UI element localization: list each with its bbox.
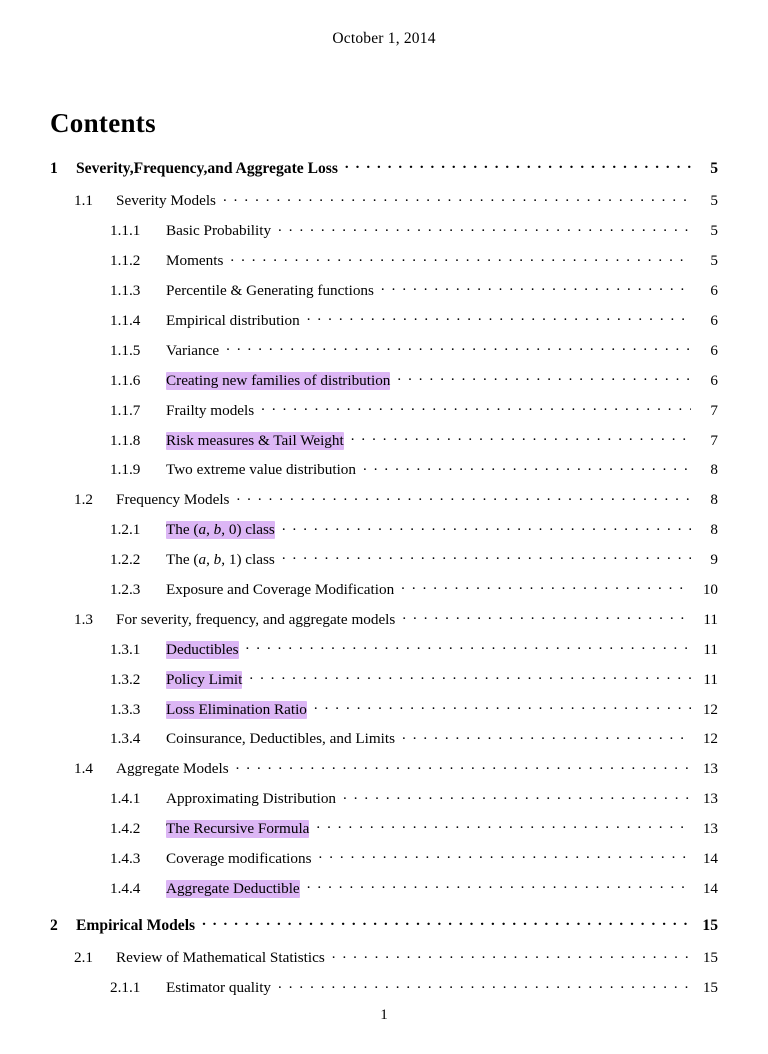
toc-entry-label[interactable]: Frailty models bbox=[166, 401, 255, 419]
toc-entry-label[interactable]: Coinsurance, Deductibles, and Limits bbox=[166, 730, 396, 748]
toc-entry-number: 1.3.2 bbox=[110, 670, 141, 688]
toc-entry-1-4-1[interactable] bbox=[50, 788, 718, 808]
toc-entry-label[interactable]: Moments bbox=[166, 252, 224, 270]
toc-entry-2[interactable] bbox=[50, 914, 718, 935]
toc-entry-label[interactable]: Empirical Models bbox=[76, 916, 196, 934]
toc-entry-number: 1.1.6 bbox=[110, 371, 141, 389]
toc-entry-1-2[interactable] bbox=[50, 489, 718, 509]
toc-entry-page: 11 bbox=[703, 610, 718, 628]
toc-entry-number: 1.1.3 bbox=[110, 282, 141, 300]
document-date: October 1, 2014 bbox=[332, 30, 436, 47]
toc-entry-page: 5 bbox=[710, 252, 718, 270]
toc-entry-1[interactable] bbox=[50, 157, 718, 178]
toc-entry-number: 1.1.8 bbox=[110, 431, 141, 449]
toc-entry-1-4-2[interactable] bbox=[50, 818, 718, 838]
toc-leader-dots bbox=[249, 668, 691, 683]
toc-entry-label[interactable]: Severity Models bbox=[116, 192, 216, 210]
toc-entry-label[interactable]: Review of Mathematical Statistics bbox=[116, 949, 325, 967]
toc-entry-1-1-2[interactable] bbox=[50, 250, 718, 270]
toc-entry-label[interactable]: For severity, frequency, and aggregate models bbox=[116, 610, 396, 628]
toc-entry-1-3-1[interactable] bbox=[50, 639, 718, 659]
toc-entry-page: 5 bbox=[710, 222, 718, 240]
toc-entry-1-1-7[interactable] bbox=[50, 399, 718, 419]
toc-leader-dots bbox=[397, 370, 691, 385]
toc-entry-label[interactable]: Estimator quality bbox=[166, 979, 272, 997]
toc-entry-number: 1.1.9 bbox=[110, 461, 141, 479]
toc-entry-number: 1 bbox=[50, 159, 58, 177]
toc-entry-1-4-4[interactable] bbox=[50, 878, 718, 898]
toc-entry-number: 1.2.2 bbox=[110, 551, 141, 569]
toc-entry-1-3-2[interactable] bbox=[50, 668, 718, 688]
toc-entry-page: 13 bbox=[702, 790, 718, 808]
toc-leader-dots bbox=[401, 579, 691, 594]
toc-entry-page: 6 bbox=[710, 282, 718, 300]
toc-entry-page: 15 bbox=[702, 949, 718, 967]
toc-entry-page: 7 bbox=[710, 401, 718, 419]
toc-entry-page: 8 bbox=[710, 491, 718, 509]
toc-leader-dots bbox=[261, 399, 691, 414]
toc-entry-label[interactable]: Approximating Distribution bbox=[166, 790, 337, 808]
toc-leader-dots bbox=[278, 977, 691, 992]
toc-leader-dots bbox=[223, 190, 691, 205]
toc-entry-page: 6 bbox=[710, 371, 718, 389]
toc-leader-dots bbox=[307, 878, 691, 893]
toc-entry-number: 1.1.7 bbox=[110, 401, 141, 419]
toc-entry-number: 1.1.4 bbox=[110, 311, 141, 329]
toc-leader-dots bbox=[381, 280, 691, 295]
toc-entry-1-2-1[interactable] bbox=[50, 519, 718, 539]
toc-leader-dots bbox=[345, 157, 691, 173]
toc-entry-1-1-5[interactable] bbox=[50, 340, 718, 360]
toc-entry-number: 1.3 bbox=[74, 610, 93, 628]
toc-entry-1-1-8[interactable] bbox=[50, 429, 718, 449]
toc-entry-label[interactable]: Creating new families of distribution bbox=[166, 371, 391, 389]
toc-entry-label[interactable]: Risk measures & Tail Weight bbox=[166, 431, 344, 449]
toc-entry-label[interactable]: Coverage modifications bbox=[166, 849, 312, 867]
toc-entry-1-1-4[interactable] bbox=[50, 310, 718, 330]
toc-leader-dots bbox=[316, 818, 691, 833]
toc-entry-number: 1.1.1 bbox=[110, 222, 141, 240]
toc-entry-page: 10 bbox=[702, 580, 718, 598]
page-title: Contents bbox=[50, 108, 156, 138]
toc-entry-page: 14 bbox=[702, 849, 718, 867]
toc-entry-page: 11 bbox=[703, 640, 718, 658]
toc-entry-number: 2 bbox=[50, 916, 58, 934]
footer-page-number: 1 bbox=[380, 1007, 388, 1023]
toc-entry-page: 13 bbox=[702, 760, 718, 778]
toc-leader-dots bbox=[246, 639, 691, 654]
toc-entry-number: 1.4.1 bbox=[110, 790, 141, 808]
toc-entry-label[interactable]: Policy Limit bbox=[166, 670, 243, 688]
toc-entry-1-1-3[interactable] bbox=[50, 280, 718, 300]
toc-entry-page: 9 bbox=[710, 551, 718, 569]
toc-entry-label[interactable]: Percentile & Generating functions bbox=[166, 282, 374, 300]
toc-entry-page: 8 bbox=[710, 461, 718, 479]
toc-entry-1-4[interactable] bbox=[50, 758, 718, 778]
toc-entry-label[interactable]: The Recursive Formula bbox=[166, 820, 310, 838]
toc-entry-number: 1.1.2 bbox=[110, 252, 141, 270]
toc-entry-number: 1.4 bbox=[74, 760, 93, 778]
toc-entry-page: 12 bbox=[702, 700, 718, 718]
toc-entry-label[interactable]: Loss Elimination Ratio bbox=[166, 700, 307, 718]
toc-leader-dots bbox=[402, 609, 691, 624]
toc-entry-1-3[interactable] bbox=[50, 609, 718, 629]
toc-entry-page: 7 bbox=[710, 431, 718, 449]
toc-entry-label[interactable]: Severity,Frequency,and Aggregate Loss bbox=[76, 159, 338, 177]
toc-entry-number: 1.3.1 bbox=[110, 640, 141, 658]
toc-entry-number: 1.3.4 bbox=[110, 730, 141, 748]
toc-entry-number: 2.1.1 bbox=[110, 979, 141, 997]
toc-entry-page: 8 bbox=[710, 521, 718, 539]
toc-entry-page: 13 bbox=[702, 820, 718, 838]
toc-leader-dots bbox=[236, 489, 691, 504]
toc-entry-label[interactable]: The (a, b, 0) class bbox=[166, 521, 275, 539]
toc-entry-label[interactable]: Aggregate Deductible bbox=[166, 879, 300, 897]
toc-entry-page: 6 bbox=[710, 341, 718, 359]
toc-entry-1-1-6[interactable] bbox=[50, 370, 718, 390]
toc-leader-dots bbox=[363, 459, 691, 474]
toc-entry-number: 1.4.3 bbox=[110, 849, 141, 867]
toc-leader-dots bbox=[282, 549, 691, 564]
toc-entry-page: 15 bbox=[702, 916, 718, 934]
toc-entry-number: 1.1.5 bbox=[110, 341, 141, 359]
toc-entry-number: 1.2.1 bbox=[110, 521, 141, 539]
document-page bbox=[0, 30, 768, 1054]
toc-entry-page: 14 bbox=[702, 879, 718, 897]
toc-entry-label[interactable]: Variance bbox=[166, 341, 220, 359]
toc-entry-label[interactable]: Empirical distribution bbox=[166, 311, 300, 329]
toc-entry-label[interactable]: Deductibles bbox=[166, 640, 239, 658]
toc-leader-dots bbox=[307, 310, 691, 325]
toc-leader-dots bbox=[278, 220, 691, 235]
toc-leader-dots bbox=[332, 947, 691, 962]
toc-entry-number: 1.4.2 bbox=[110, 820, 141, 838]
toc-entry-number: 2.1 bbox=[74, 949, 93, 967]
toc-entry-label[interactable]: Frequency Models bbox=[116, 491, 230, 509]
toc-entry-label[interactable]: Two extreme value distribution bbox=[166, 461, 356, 479]
toc-leader-dots bbox=[230, 250, 691, 265]
toc-leader-dots bbox=[343, 788, 691, 803]
toc-entry-label[interactable]: Exposure and Coverage Modification bbox=[166, 580, 395, 598]
toc-entry-1-4-3[interactable] bbox=[50, 848, 718, 868]
toc-entry-number: 1.1 bbox=[74, 192, 93, 210]
toc-entry-number: 1.2.3 bbox=[110, 580, 141, 598]
toc-entry-1-1[interactable] bbox=[50, 190, 718, 210]
toc-entry-1-2-3[interactable] bbox=[50, 579, 718, 599]
toc-entry-label[interactable]: Basic Probability bbox=[166, 222, 272, 240]
toc-leader-dots bbox=[314, 698, 691, 713]
toc-entry-2-1-1[interactable] bbox=[50, 977, 718, 997]
toc-entry-page: 15 bbox=[702, 979, 718, 997]
toc-entry-1-3-4[interactable] bbox=[50, 728, 718, 748]
toc-leader-dots bbox=[402, 728, 691, 743]
toc-entry-1-2-2[interactable] bbox=[50, 549, 718, 569]
toc-leader-dots bbox=[351, 429, 691, 444]
table-of-contents bbox=[50, 157, 718, 998]
toc-leader-dots bbox=[282, 519, 691, 534]
toc-entry-label[interactable]: The (a, b, 1) class bbox=[166, 551, 275, 569]
toc-entry-page: 5 bbox=[710, 192, 718, 210]
toc-leader-dots bbox=[319, 848, 691, 863]
toc-entry-page: 12 bbox=[702, 730, 718, 748]
toc-entry-page: 6 bbox=[710, 311, 718, 329]
toc-entry-page: 11 bbox=[703, 670, 718, 688]
toc-entry-2-1[interactable] bbox=[50, 947, 718, 967]
toc-entry-1-1-1[interactable] bbox=[50, 220, 718, 240]
toc-leader-dots bbox=[236, 758, 691, 773]
toc-entry-number: 1.2 bbox=[74, 491, 93, 509]
toc-entry-number: 1.4.4 bbox=[110, 879, 141, 897]
toc-entry-1-3-3[interactable] bbox=[50, 698, 718, 718]
toc-entry-label[interactable]: Aggregate Models bbox=[116, 760, 229, 778]
toc-entry-number: 1.3.3 bbox=[110, 700, 141, 718]
toc-leader-dots bbox=[226, 340, 691, 355]
toc-leader-dots bbox=[202, 914, 691, 930]
toc-entry-1-1-9[interactable] bbox=[50, 459, 718, 479]
toc-entry-page: 5 bbox=[710, 159, 718, 177]
